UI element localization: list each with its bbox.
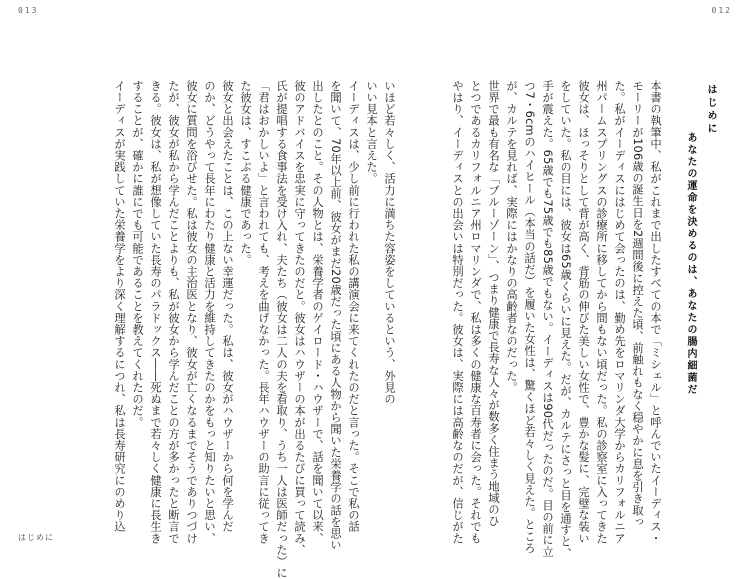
body-line: いほど若々しく、活力に満ちた容姿をしているという、外見の [383, 80, 396, 405]
body-line: た彼女は、すこぶる健康であった。 [239, 80, 252, 266]
body-line: することが、確かに誰にでも可能であることを教えてくれたのだ。 [131, 80, 144, 428]
body-line: つ7・6cmのハイヒール（本当の話だ）を履いた女性は、驚くほど若々しく見えた。ところ [523, 80, 536, 554]
body-line: とつであるカリフォルニア州ロマリンダで、私は多くの健康な百寿者に会った。それでも [469, 80, 482, 544]
left-page-body [113, 80, 398, 579]
body-line: きる。彼女は、私が想像していた長寿のパラドックス――死ぬまで若々しく健康に長生き [149, 80, 162, 544]
body-line: 彼女と出会えたことは、この上ない幸運だった。私は、彼女がハウザーから何を学んだ [221, 80, 234, 533]
body-line: イーディスは、少し前に行われた私の講演会に来てくれたのだと言った。そこで私の話 [347, 80, 360, 533]
body-line: 「君はおかしいよ」と言われても、考えを曲げなかった。長年ハウザーの助言に従ってき [257, 80, 270, 544]
body-line: 州パームスプリングスの診療所に移してから間もない頃だった。私の診察室に入ってきた [595, 80, 608, 544]
running-footer: はじめに [18, 533, 54, 542]
body-line: が、カルテを見れば、実際にはかなりの高齢者なのだった。 [505, 80, 518, 394]
body-line: 本書の執筆中、私がこれまで出したすべての本で「ミシェル」と呼んでいたイーディス・ [649, 80, 662, 544]
body-line: モーリーが106歳の誕生日を2週間後に控えた頃、前触れもなく穏やかに息を引き取っ [631, 80, 644, 528]
page-number-right: 012 [711, 6, 732, 15]
body-line: イーディスが実践していた栄養学をより深く理解するにつれ、私は長寿研究にのめり込 [113, 80, 126, 533]
body-line: 出したとのこと。その人物とは、栄養学者のゲイロード・ハウザーで、話を聞いて以来、 [311, 80, 324, 544]
body-line: やはり、イーディスとの出会いは特別だった。彼女は、実際には高齢なのだが、信じがた [451, 80, 464, 544]
body-line: いい見本と言えた。 [365, 80, 378, 185]
body-line: 彼のアドバイスを忠実に守ってきたのだと。彼女はハウザーの本が出るたびに買って読み、 [293, 80, 306, 556]
right-page-body [438, 80, 664, 559]
body-line: た。私がイーディスにはじめて会ったのは、勤め先をロマリンダ大学からカリフォルニア [613, 80, 626, 544]
body-line: をしていた。私の目には、彼女は65歳くらいに見えた。だが、カルテにさっと目を通すと、 [559, 80, 572, 559]
body-line: 彼女は、ほっそりとして背が高く、背筋の伸びた美しい女性で、豊かな髪に、完璧な装い [577, 80, 590, 544]
page-number-left: 013 [18, 6, 39, 15]
body-line: 世界で最も有名な「ブルーゾーン」、つまり健康で長寿な人々が数多く住まう地域のひ [487, 80, 500, 527]
body-line: 手が震えた。65歳でも75歳でも85歳でもない。イーディスは90代だったのだ。目の前に立 [541, 80, 554, 558]
body-line: を聞いて、70年以上前、彼女がまだ20歳だった頃にある人物から聞いた栄養学の話を思い [329, 80, 342, 551]
body-line: 氏が提唱する食事法を受け入れ、夫たち（彼女は二人の夫を看取り、うち一人は医師だった）に [275, 80, 288, 579]
body-line: のか、どうやって長年にわたり健康と活力を維持してきたのかをもっと知りたいと思い、 [203, 80, 216, 544]
body-line: たが、彼女が私から学んだことよりも、私が彼女から学んだことの方が多かったと断言で [167, 80, 180, 544]
chapter-subtitle: あなたの運命を決めるのは、あなたの腸内細菌だ [685, 132, 696, 396]
chapter-title: はじめに [705, 84, 716, 136]
body-line: 彼女に質問を浴びせた。私は彼女の主治医となり、彼女が亡くなるまでそうでありつづけ [185, 80, 198, 544]
